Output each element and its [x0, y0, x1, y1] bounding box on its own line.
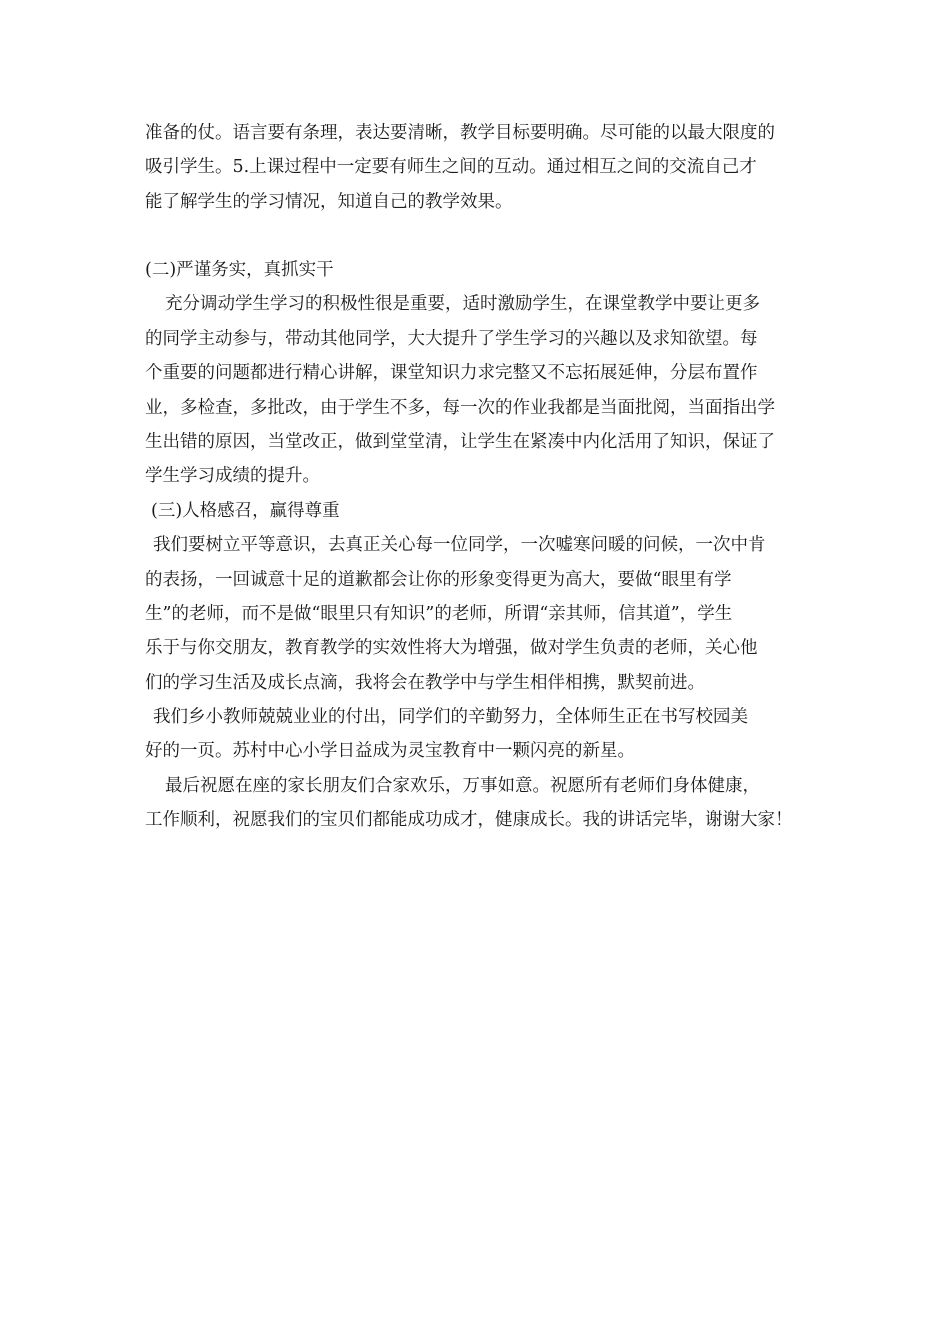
section-2-heading: (二)严谨务实，真抓实干: [145, 260, 334, 280]
paragraph-line: 的同学主动参与，带动其他同学，大大提升了学生学习的兴趣以及求知欲望。每: [145, 328, 758, 349]
paragraph-line: 最后祝愿在座的家长朋友们合家欢乐，万事如意。祝愿所有老师们身体健康，: [165, 775, 760, 796]
paragraph-line: 充分调动学生学习的积极性很是重要，适时激励学生，在课堂教学中要让更多: [165, 294, 760, 315]
section-3-heading: (三)人格感召，赢得尊重: [151, 500, 340, 521]
paragraph-line: 个重要的问题都进行精心讲解，课堂知识力求完整又不忘拓展延伸，分层布置作: [145, 363, 758, 384]
paragraph-line: 能了解学生的学习情况，知道自己的教学效果。: [145, 191, 513, 212]
paragraph-line: 们的学习生活及成长点滴，我将会在教学中与学生相伴相携，默契前进。: [145, 672, 705, 693]
paragraph-line: 我们乡小教师兢兢业业的付出，同学们的辛勤努力，全体师生正在书写校园美: [153, 707, 748, 728]
paragraph-line: 吸引学生。5.上课过程中一定要有师生之间的互动。通过相互之间的交流自己才: [145, 157, 757, 178]
paragraph-line: 我们要树立平等意识，去真正关心每一位同学，一次嘘寒问暖的问候，一次中肯: [153, 535, 766, 556]
paragraph-line: 的表扬，一回诚意十足的道歉都会让你的形象变得更为高大，要做“眼里有学: [145, 569, 732, 590]
paragraph-line: 生出错的原因，当堂改正，做到堂堂清，让学生在紧凑中内化活用了知识，保证了: [145, 431, 775, 452]
paragraph-line: 工作顺利，祝愿我们的宝贝们都能成功成才，健康成长。我的讲话完毕，谢谢大家！: [145, 810, 793, 831]
paragraph-line: 乐于与你交朋友，教育教学的实效性将大为增强，做对学生负责的老师，关心他: [145, 638, 758, 659]
section-2: [145, 253, 815, 838]
paragraph-line: 准备的仗。语言要有条理，表达要清晰，教学目标要明确。尽可能的以最大限度的: [145, 123, 775, 143]
paragraph-teaching-preparation: [145, 116, 815, 219]
paragraph-line: 生”的老师，而不是做“眼里只有知识”的老师，所谓“亲其师，信其道”，学生: [145, 603, 733, 624]
paragraph-line: 业，多检查，多批改，由于学生不多，每一次的作业我都是当面批阅，当面指出学: [145, 397, 775, 418]
paragraph-line: 好的一页。苏村中心小学日益成为灵宝教育中一颗闪亮的新星。: [145, 741, 635, 762]
paragraph-line: 学生学习成绩的提升。: [145, 466, 320, 487]
